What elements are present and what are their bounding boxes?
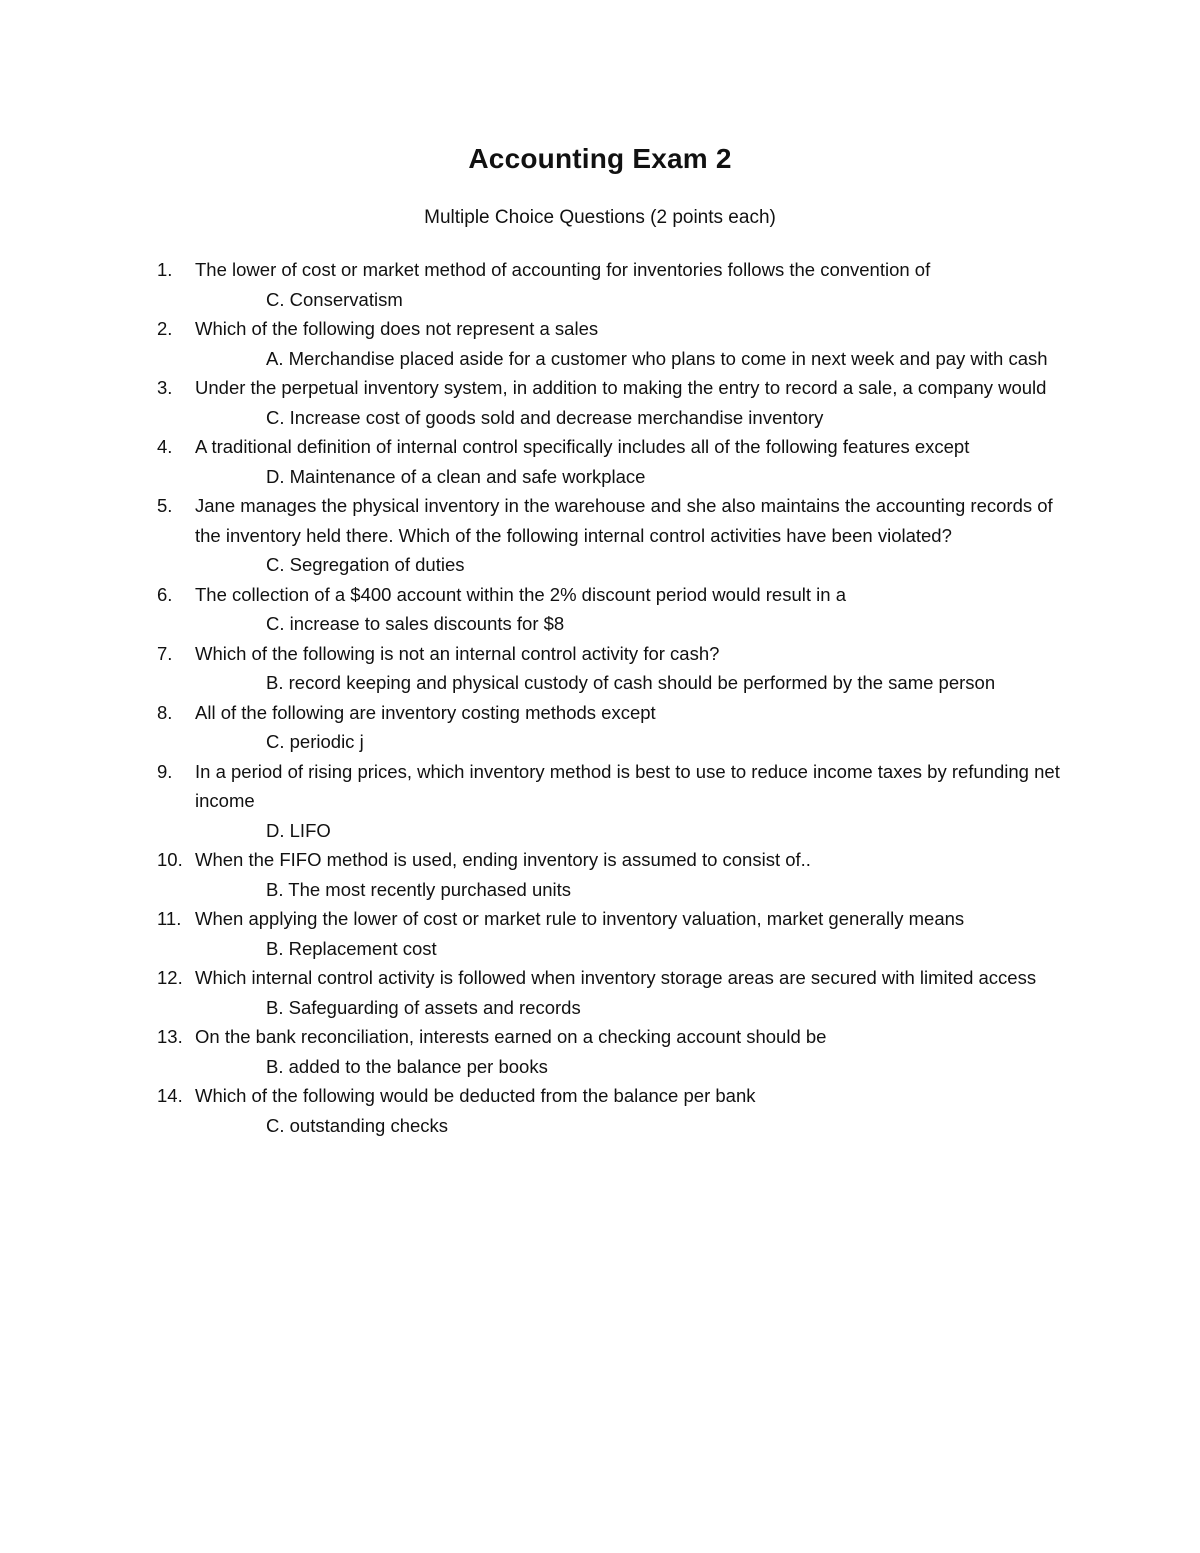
- question-text: The lower of cost or market method of accounting for inventories follows the convention of: [195, 259, 931, 280]
- answer-text: B. Replacement cost: [266, 937, 437, 959]
- document-title: Accounting Exam 2: [468, 143, 732, 174]
- question-item: [157, 904, 1077, 963]
- answer-text: C. outstanding checks: [266, 1114, 449, 1136]
- question-number: 2.: [157, 318, 173, 339]
- question-number: 6.: [157, 583, 173, 605]
- answer-text: C. Increase cost of goods sold and decrease merchandise inventory: [266, 406, 824, 428]
- question-item: [157, 845, 1077, 904]
- question-item: [157, 1022, 1077, 1081]
- answer-text: B. The most recently purchased units: [266, 878, 572, 900]
- question-number: 4.: [157, 436, 173, 457]
- question-number: 11.: [157, 908, 182, 929]
- answer-text: B. Safeguarding of assets and records: [266, 996, 581, 1018]
- question-item: [157, 491, 1077, 580]
- question-text: When applying the lower of cost or market rule to inventory valuation, market generally means: [195, 908, 965, 929]
- question-number: 14.: [157, 1085, 183, 1106]
- question-text: Which of the following does not represent a sales: [195, 318, 599, 339]
- answer-text: C. Conservatism: [266, 288, 403, 310]
- question-item: [157, 757, 1077, 846]
- question-item: [157, 255, 1077, 314]
- question-number: 13.: [157, 1026, 183, 1047]
- question-number: 1.: [157, 259, 173, 280]
- question-item: [157, 314, 1077, 373]
- question-number: 10.: [157, 849, 183, 870]
- question-text: In a period of rising prices, which inventory method is best to use to reduce income taxes by refunding net income: [195, 760, 1060, 811]
- answer-text: C. periodic j: [266, 731, 364, 752]
- question-text: On the bank reconciliation, interests earned on a checking account should be: [195, 1026, 827, 1047]
- question-number: 5.: [157, 495, 173, 516]
- question-item: [157, 963, 1077, 1022]
- question-text: Which of the following would be deducted from the balance per bank: [195, 1085, 756, 1106]
- question-text: When the FIFO method is used, ending inventory is assumed to consist of..: [195, 849, 811, 870]
- answer-text: B. record keeping and physical custody of cash should be performed by the same person: [266, 672, 996, 693]
- question-text: The collection of a $400 account within the 2% discount period would result in a: [195, 583, 846, 605]
- question-text: A traditional definition of internal control specifically includes all of the following features except: [195, 436, 970, 457]
- question-item: [157, 580, 1077, 639]
- question-item: [157, 698, 1077, 757]
- question-text: All of the following are inventory costing methods except: [195, 701, 656, 723]
- question-number: 7.: [157, 642, 173, 664]
- answer-text: C. increase to sales discounts for $8: [266, 613, 565, 634]
- question-item: [157, 1081, 1077, 1140]
- answer-text: A. Merchandise placed aside for a customer who plans to come in next week and pay with cash: [266, 347, 1048, 369]
- question-item: [157, 373, 1077, 432]
- question-number: 8.: [157, 701, 173, 723]
- question-text: Which of the following is not an internal control activity for cash?: [195, 642, 720, 664]
- document-subtitle: Multiple Choice Questions (2 points each): [424, 207, 776, 228]
- question-number: 9.: [157, 760, 173, 782]
- question-text: Jane manages the physical inventory in the warehouse and she also maintains the accounting records of the inventory held there. Which of the following internal control activities have been violated?: [195, 495, 1053, 546]
- question-list: [157, 255, 1077, 1140]
- question-text: Which internal control activity is followed when inventory storage areas are secured with limited access: [195, 967, 1037, 988]
- answer-text: C. Segregation of duties: [266, 554, 465, 575]
- question-number: 3.: [157, 377, 173, 398]
- question-item: [157, 432, 1077, 491]
- answer-text: B. added to the balance per books: [266, 1055, 548, 1077]
- answer-text: D. Maintenance of a clean and safe workplace: [266, 465, 646, 487]
- question-item: [157, 639, 1077, 698]
- question-number: 12.: [157, 967, 183, 988]
- question-text: Under the perpetual inventory system, in addition to making the entry to record a sale, a company would: [195, 377, 1047, 398]
- answer-text: D. LIFO: [266, 819, 331, 841]
